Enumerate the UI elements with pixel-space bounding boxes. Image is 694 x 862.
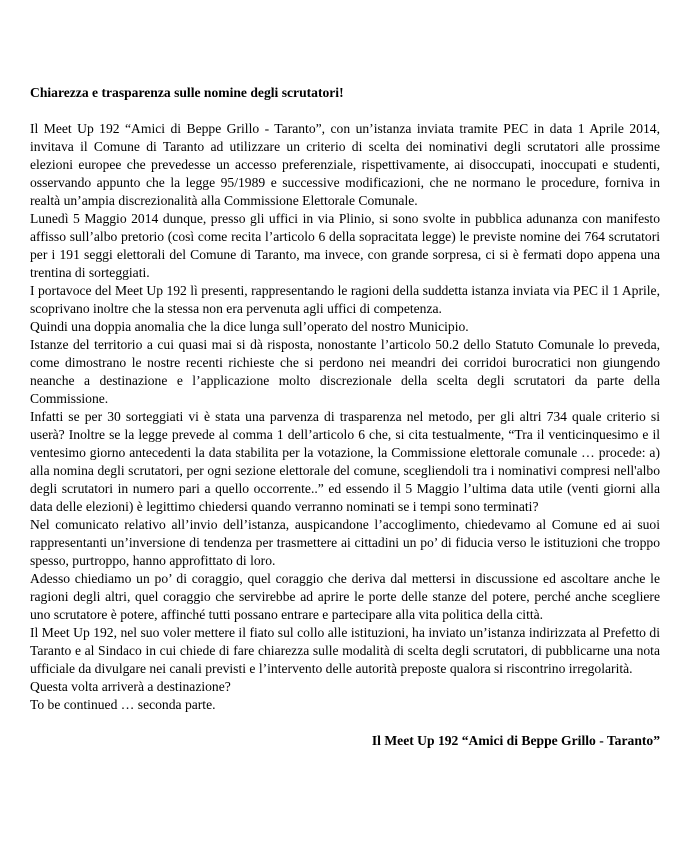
signature: Il Meet Up 192 “Amici di Beppe Grillo - Taranto”	[371, 733, 660, 748]
paragraph-nomine-5-maggio: Lunedì 5 Maggio 2014 dunque, presso gli uffici in via Plinio, si sono svolte in pubblica adunanza con manifesto affisso sull’albo pretorio (così come recita l’articolo 6 della sopracitata legge) le previste nomine dei 764 scrutatori per i 191 seggi elettorali del Comune di Taranto, ma invece, con grande sorpresa, ci si è fermati dopo appena una trentina di sorteggiati.	[30, 211, 660, 280]
paragraph-portavoce: I portavoce del Meet Up 192 lì presenti, rappresentando le ragioni della suddetta istanza inviata via PEC il 1 Aprile, scoprivano inoltre che la stessa non era pervenuta agli uffici di competenza.	[30, 283, 660, 316]
paragraph-istanze-territorio: Istanze del territorio a cui quasi mai si dà risposta, nonostante l’articolo 50.2 dello Statuto Comunale lo preveda, come dimostrano le nostre recenti richieste che si perdono nei meandri dei corridoi burocratici non giungendo neanche a destinazione e l’applicazione molto discrezionale della scelta degli scrutatori da parte della Commissione.	[30, 337, 660, 406]
document-page	[30, 84, 660, 750]
paragraph-trasparenza-criterio: Infatti se per 30 sorteggiati vi è stata una parvenza di trasparenza nel metodo, per gli altri 734 quale criterio si userà? Inoltre se la legge prevede al comma 1 dell’articolo 6 che, si cita testualmente, “Tra il venticinquesimo e il ventesimo giorno antecedenti la data stabilita per la votazione, la Commissione elettorale comunale … procede: a) alla nomina degli scrutatori, per ogni sezione elettorale del comune, scegliendoli tra i nominativi compresi nell'albo degli scrutatori in numero pari a quello occorrente..” ed essendo il 5 Maggio l’ultima data utile (venti giorni alla data delle elezioni) è legittimo chiedersi quando verranno nominati se i tempi sono terminati?	[30, 409, 660, 514]
paragraph-coraggio: Adesso chiediamo un po’ di coraggio, quel coraggio che deriva dal mettersi in discussione ed ascoltare anche le ragioni degli altri, quel coraggio che servirebbe ad aprire le porte delle stanze del potere, perché anche scegliere uno scrutatore è potere, affinché tutti possano entrare e partecipare alla vita politica della città.	[30, 571, 660, 622]
paragraph-doppia-anomalia: Quindi una doppia anomalia che la dice lunga sull’operato del nostro Municipio.	[30, 319, 469, 334]
document-title: Chiarezza e trasparenza sulle nomine degli scrutatori!	[30, 85, 344, 100]
closing-to-be-continued: To be continued … seconda parte.	[30, 697, 216, 712]
closing-question: Questa volta arriverà a destinazione?	[30, 679, 231, 694]
paragraph-comunicato: Nel comunicato relativo all’invio dell’istanza, auspicandone l’accoglimento, chiedevamo al Comune ed ai suoi rappresentanti un’inversione di tendenza per trasmettere ai cittadini un po’ di fiducia verso le istituzioni che troppo spesso, purtroppo, hanno approfittato di loro.	[30, 517, 660, 568]
paragraph-istanza-pec: Il Meet Up 192 “Amici di Beppe Grillo - Taranto”, con un’istanza inviata tramite PEC in data 1 Aprile 2014, invitava il Comune di Taranto ad utilizzare un criterio di scelta dei nominativi degli scrutatori alle prossime elezioni europee che prevedesse un accesso preferenziale, rispettivamente, ai disoccupati, inoccupati e studenti, osservando appunto che la legge 95/1989 e successive modificazioni, che ne normano le procedure, forniva in realtà un’ampia discrezionalità alla Commissione Elettorale Comunale.	[30, 121, 660, 208]
paragraph-prefetto-sindaco: Il Meet Up 192, nel suo voler mettere il fiato sul collo alle istituzioni, ha inviato un’istanza indirizzata al Prefetto di Taranto e al Sindaco in cui chiede di fare chiarezza sulle modalità di scelta degli scrutatori, di pubblicarne una nota ufficiale da divulgare nei canali previsti e l’intervento delle autorità preposte qualora si riscontrino irregolarità.	[30, 625, 660, 676]
